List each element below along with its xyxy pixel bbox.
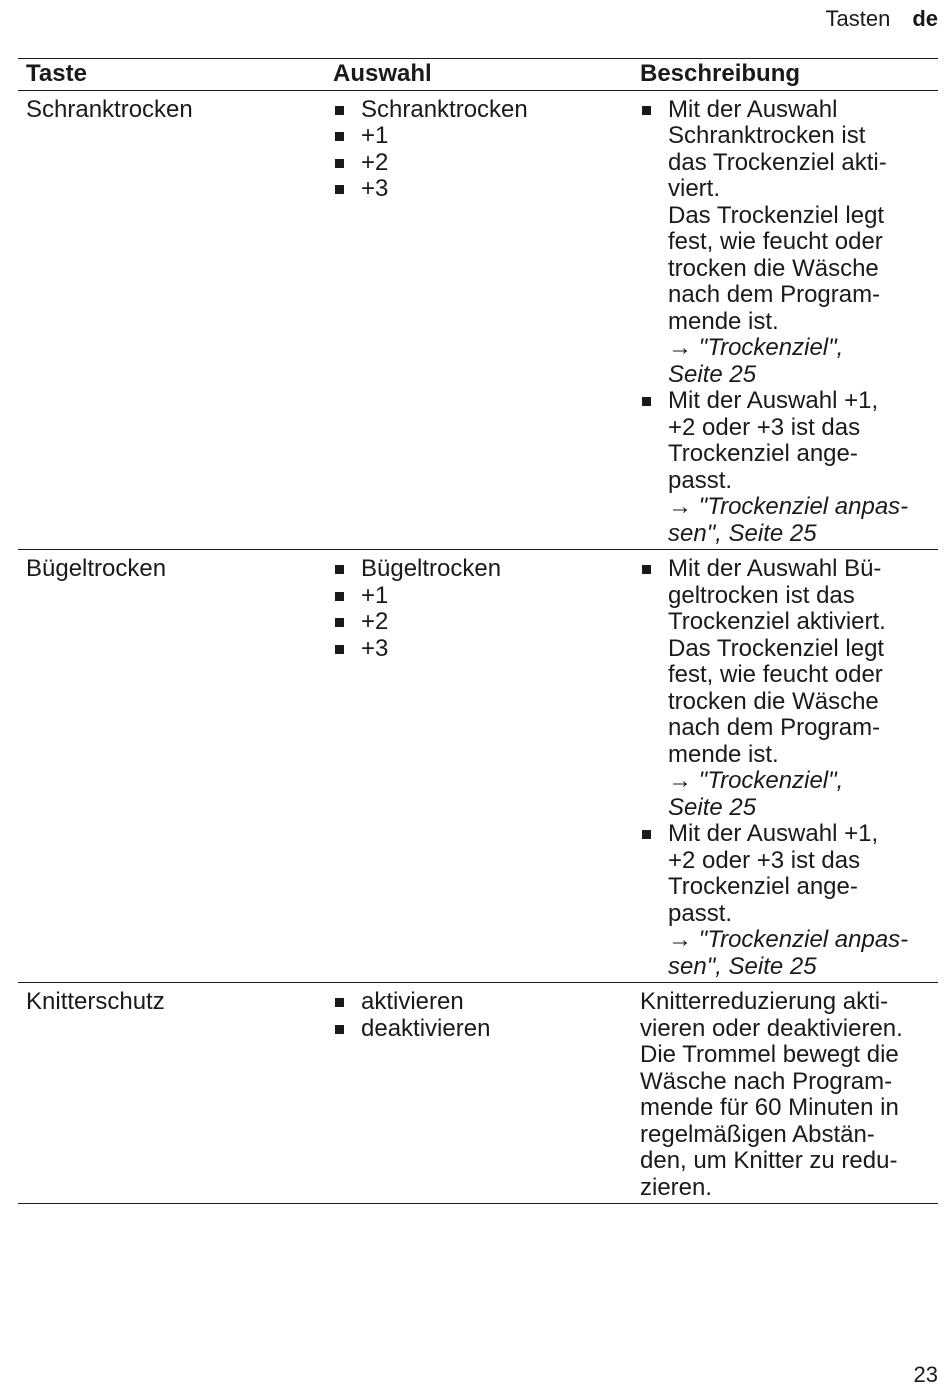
list-item: deaktivieren [333,1016,624,1043]
list-item: +2 [333,150,624,177]
column-header-beschreibung: Beschreibung [632,59,938,91]
text-line: Das Trockenziel legt [668,201,885,229]
text-line: den, um Knitter zu redu- [640,1147,898,1174]
text-line: mende für 60 Minuten in [640,1094,899,1121]
column-header-taste: Taste [18,59,325,91]
text-line: Mit der Auswahl +1, [668,820,879,847]
language-code: de [912,6,938,31]
column-header-auswahl: Auswahl [325,59,632,91]
beschreibung-cell [632,90,938,550]
list-item: +2 [333,609,624,636]
text-line: Trockenziel ange- [668,873,858,900]
text-line: nach dem Program- [668,281,881,308]
beschreibung-list [640,556,936,980]
taste-cell: Knitterschutz [18,983,325,1204]
text-line: Das Trockenziel legt [668,634,885,662]
text-line: Trockenziel aktiviert. [668,608,886,635]
text-line: regelmäßigen Abstän- [640,1120,875,1148]
cross-reference-link[interactable]: → "Trockenziel anpas- [668,493,909,520]
text-line: Wäsche nach Program- [640,1067,893,1095]
text-line: Mit der Auswahl [668,95,838,123]
text-line: geltrocken ist das [668,581,855,609]
list-item: aktivieren [333,989,624,1016]
cross-reference-link[interactable]: Seite 25 [668,793,757,821]
arrow-icon: → [668,493,692,520]
text-line: fest, wie feucht oder [668,228,883,255]
text-line: mende ist. [668,740,779,768]
list-item: +1 [333,123,624,150]
text-line: passt. [668,466,733,494]
taste-cell: Schranktrocken [18,90,325,550]
beschreibung-cell [632,550,938,983]
table-row [18,550,938,983]
text-line: Mit der Auswahl Bü- [668,555,882,582]
cross-reference-link[interactable]: sen", Seite 25 [668,519,817,547]
text-line: trocken die Wäsche [668,254,879,282]
table-header-row [18,59,938,91]
text-line: +2 oder +3 ist das [668,846,861,874]
text-line: Mit der Auswahl +1, [668,387,879,414]
table-row [18,90,938,550]
buttons-table [18,58,938,1204]
table-row [18,983,938,1204]
auswahl-cell [325,550,632,983]
beschreibung-list [640,97,936,548]
text-line: Knitterreduzierung akti- [640,988,889,1015]
text-line: trocken die Wäsche [668,687,879,715]
auswahl-list [333,97,624,203]
cross-reference-link[interactable]: → "Trockenziel", [668,334,844,361]
arrow-icon: → [668,334,692,361]
text-line: viert. [668,175,721,202]
arrow-icon: → [668,926,692,953]
text-line: passt. [668,899,733,927]
list-item [640,821,936,980]
page-header [825,6,938,32]
cross-reference-link[interactable]: → "Trockenziel anpas- [668,926,909,953]
text-line: vieren oder deaktivieren. [640,1014,903,1042]
text-line: Trockenziel ange- [668,440,858,467]
cross-reference-link[interactable]: Seite 25 [668,360,757,388]
list-item [640,556,936,821]
text-line: Schranktrocken ist [668,122,866,149]
arrow-icon: → [668,767,692,794]
text-line: nach dem Program- [668,714,881,741]
list-item: +3 [333,176,624,203]
list-item: Schranktrocken [333,97,624,124]
page-number: 23 [913,1362,938,1387]
cross-reference-link[interactable]: → "Trockenziel", [668,767,844,794]
taste-cell: Bügeltrocken [18,550,325,983]
text-line: mende ist. [668,307,779,335]
auswahl-cell [325,90,632,550]
text-line: zieren. [640,1173,713,1201]
list-item: Bügeltrocken [333,556,624,583]
text-line: +2 oder +3 ist das [668,413,861,441]
list-item: +1 [333,583,624,610]
beschreibung-cell [632,983,938,1204]
list-item [640,97,936,389]
list-item: +3 [333,636,624,663]
list-item [640,388,936,547]
auswahl-list [333,989,624,1042]
cross-reference-link[interactable]: sen", Seite 25 [668,952,817,980]
section-title: Tasten [825,6,891,31]
text-line: fest, wie feucht oder [668,661,883,688]
auswahl-cell [325,983,632,1204]
text-line: Die Trommel bewegt die [640,1041,899,1068]
auswahl-list [333,556,624,662]
text-line: das Trockenziel akti- [668,148,887,176]
